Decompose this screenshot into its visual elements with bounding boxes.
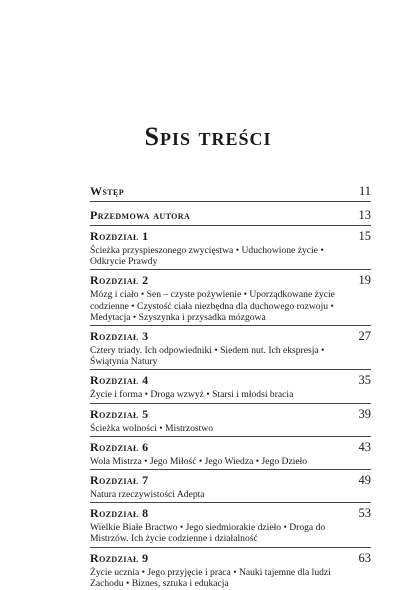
toc-divider [90,369,371,370]
table-of-contents [90,184,371,589]
toc-heading: Rozdział 7 [90,473,149,488]
toc-page-number: 13 [358,208,371,222]
toc-divider [90,502,371,503]
toc-description: Życie ucznia • Jego przyjęcie i praca • Nauki tajemne dla ludzi Zachodu • Biznes, sztuka i edukacja [90,566,331,589]
toc-description: Natura rzeczywistości Adepta [90,489,205,501]
toc-divider [90,403,371,404]
toc-heading: Rozdział 1 [90,229,149,243]
toc-description: Cztery triady. Ich odpowiedniki • Siedem nut. Ich ekspresja • Świątynia Natury [90,345,325,368]
toc-page-number: 19 [358,273,371,288]
toc-divider [90,547,371,548]
toc-entry-chapter-5 [90,407,371,437]
toc-description: Ścieżka przyspieszonego zwycięstwa • Uduchowione życie • Odkrycie Prawdy [90,245,324,268]
toc-divider [90,201,371,202]
toc-divider [90,225,371,226]
toc-row [90,184,371,199]
toc-entry-chapter-8 [90,506,371,547]
toc-page-number: 63 [358,550,371,565]
toc-row [90,229,371,244]
toc-heading: Rozdział 5 [90,406,149,421]
toc-description: Wola Mistrza • Jego Miłość • Jego Wiedza • Jego Dzieło [90,455,308,467]
toc-entry-intro [90,184,371,202]
page-title: Spis treści [144,122,272,151]
toc-row [90,373,371,388]
toc-divider [90,269,371,270]
toc-entry-chapter-6 [90,440,371,470]
toc-description: Ścieżka wolności • Mistrzostwo [90,422,213,434]
toc-heading: Wstęp [90,184,125,198]
toc-heading: Rozdział 2 [90,273,149,288]
toc-entry-chapter-1 [90,229,371,270]
toc-entry-chapter-3 [90,329,371,370]
toc-entry-foreword [90,208,371,226]
toc-row [90,208,371,223]
toc-entry-chapter-2 [90,273,371,326]
toc-heading: Rozdział 8 [90,506,149,521]
toc-heading: Rozdział 3 [90,329,149,344]
toc-heading: Przedmowa autora [90,208,191,222]
toc-description: Życie i forma • Droga wzwyż • Starsi i młodsi bracia [90,389,294,401]
toc-page-number: 11 [358,184,371,198]
toc-page-number: 15 [358,229,371,243]
toc-row [90,440,371,455]
toc-page-number: 39 [358,406,371,421]
toc-page-number: 43 [358,439,371,454]
toc-divider [90,469,371,470]
toc-entry-chapter-7 [90,473,371,503]
toc-heading: Rozdział 6 [90,439,149,454]
toc-description: Mózg i ciało • Sen – czyste pożywienie • Uporządkowane życie codzienne • Czystość ciała niezbędna dla duchowego rozwoju • Medytacja • Szyszynka i przysadka mózgowa [90,289,335,323]
toc-row [90,329,371,344]
toc-page-number: 53 [358,506,371,521]
toc-row [90,473,371,488]
toc-page-number: 35 [358,373,371,388]
toc-entry-chapter-4 [90,373,371,403]
toc-divider [90,325,371,326]
toc-row [90,506,371,521]
toc-heading: Rozdział 4 [90,373,149,388]
toc-heading: Rozdział 9 [90,550,149,565]
toc-row [90,551,371,566]
toc-divider [90,436,371,437]
toc-row [90,407,371,422]
toc-page-number: 49 [358,473,371,488]
toc-page-number: 27 [358,329,371,344]
toc-description: Wielkie Białe Bractwo • Jego siedmiorakie dzieło • Droga do Mistrzów. Ich życie codzienne i działalność [90,522,326,545]
toc-entry-chapter-9 [90,551,371,589]
toc-row [90,273,371,288]
